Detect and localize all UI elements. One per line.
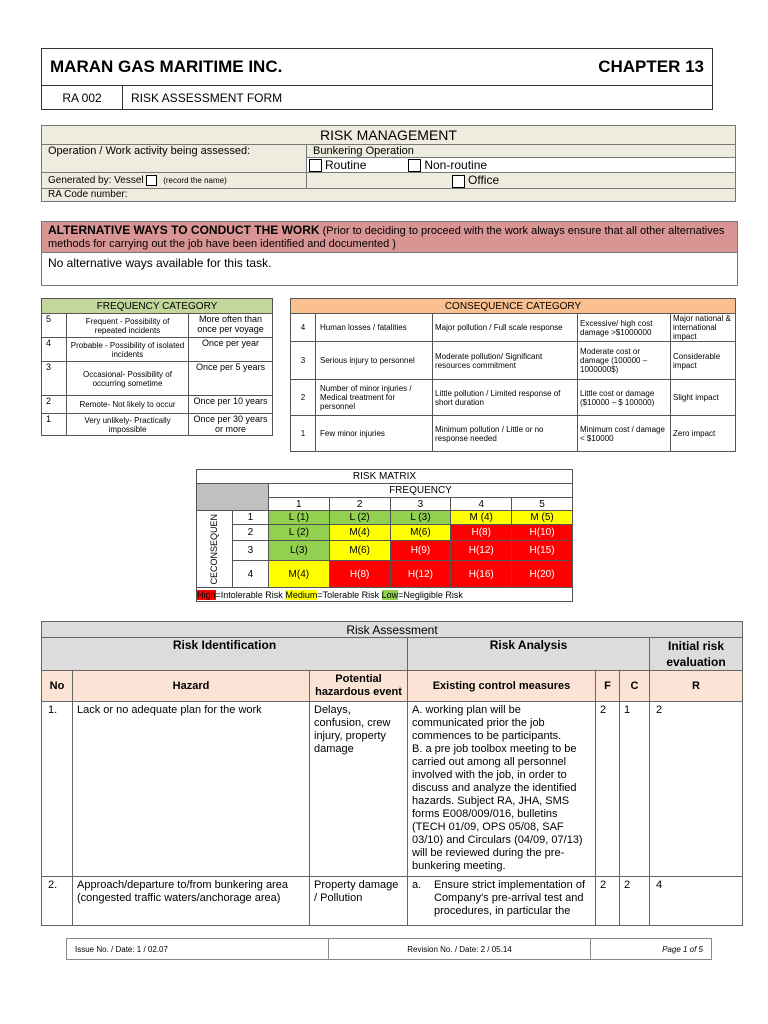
frequency-rate: Once per year — [189, 338, 273, 362]
row-1-f: 2 — [596, 702, 620, 877]
generated-by-cell — [42, 173, 307, 188]
consequence-people: Few minor injuries — [316, 416, 433, 452]
company-name: MARAN GAS MARITIME INC. — [42, 49, 464, 86]
matrix-row — [197, 511, 573, 525]
consequence-people: Serious injury to personnel — [316, 342, 433, 380]
col-f: F — [596, 671, 620, 702]
matrix-cell: H(9) — [390, 541, 451, 561]
routine-options — [307, 158, 736, 173]
row-2-r: 4 — [650, 877, 743, 926]
consequence-reputation: Considerable impact — [671, 342, 736, 380]
matrix-cell: H(20) — [512, 561, 573, 588]
row-1-event: Delays, confusion, crew injury, property damage — [310, 702, 408, 877]
consequence-environment: Minimum pollution / Little or no response needed — [433, 416, 578, 452]
consequence-axis-text: CECONSEQUEN — [209, 513, 220, 585]
generated-by-label: Generated by: Vessel — [48, 175, 144, 187]
row-2-controls-marker: a. — [412, 879, 422, 891]
form-code: RA 002 — [42, 86, 123, 110]
routine-label: Routine — [325, 158, 367, 172]
frequency-description: Remote- Not likely to occur — [67, 396, 189, 414]
frequency-level: 5 — [42, 314, 67, 338]
footer-issue: Issue No. / Date: 1 / 02.07 — [67, 939, 329, 960]
matrix-frequency-1: 1 — [268, 498, 329, 511]
office-checkbox[interactable] — [452, 175, 465, 188]
matrix-row — [197, 541, 573, 561]
consequence-row — [291, 416, 736, 452]
document-header — [41, 48, 713, 110]
non-routine-checkbox[interactable] — [408, 159, 421, 172]
risk-management-table — [41, 125, 736, 202]
matrix-frequency-4: 4 — [451, 498, 512, 511]
vessel-checkbox[interactable] — [146, 175, 157, 186]
legend-medium-text: =Tolerable Risk — [317, 589, 380, 600]
risk-analysis-header: Risk Analysis — [408, 638, 650, 671]
consequence-reputation: Slight impact — [671, 380, 736, 416]
consequence-row — [291, 380, 736, 416]
frequency-rate: Once per 5 years — [189, 362, 273, 396]
consequence-axis-label — [197, 511, 233, 588]
matrix-frequency-2: 2 — [329, 498, 390, 511]
risk-identification-header: Risk Identification — [42, 638, 408, 671]
consequence-level: 1 — [291, 416, 316, 452]
consequence-people: Number of minor injuries / Medical treatment for personnel — [316, 380, 433, 416]
alternative-ways-value: No alternative ways available for this task. — [42, 252, 737, 285]
frequency-category-title: FREQUENCY CATEGORY — [42, 299, 273, 314]
non-routine-label: Non-routine — [424, 158, 488, 172]
row-2-event: Property damage / Pollution — [310, 877, 408, 926]
consequence-row — [291, 342, 736, 380]
frequency-description: Probable - Possibility of isolated incidents — [67, 338, 189, 362]
consequence-environment: Major pollution / Full scale response — [433, 314, 578, 342]
consequence-reputation: Major national & international impact — [671, 314, 736, 342]
frequency-level: 4 — [42, 338, 67, 362]
consequence-people: Human losses / fatalities — [316, 314, 433, 342]
frequency-axis-label: FREQUENCY — [268, 484, 572, 498]
frequency-row — [42, 414, 273, 436]
footer-page: Page 1 of 5 — [591, 939, 712, 960]
matrix-cell: H(15) — [512, 541, 573, 561]
chapter-label: CHAPTER 13 — [464, 49, 713, 86]
frequency-level: 3 — [42, 362, 67, 396]
matrix-cell: M(4) — [268, 561, 329, 588]
matrix-consequence-level: 3 — [232, 541, 268, 561]
col-controls: Existing control measures — [408, 671, 596, 702]
consequence-row — [291, 314, 736, 342]
form-title: RISK ASSESSMENT FORM — [123, 86, 713, 110]
row-2-controls: Ensure strict implementation of Company's pre-arrival test and procedures, in particular the — [434, 879, 586, 917]
matrix-cell: H(12) — [390, 561, 451, 588]
consequence-cost: Excessive/ high cost damage >$1000000 — [578, 314, 671, 342]
alternative-ways-section — [41, 221, 738, 286]
risk-matrix-legend — [197, 588, 573, 602]
record-name-note: (record the name) — [163, 176, 227, 186]
consequence-environment: Little pollution / Limited response of short duration — [433, 380, 578, 416]
ra-code-label: RA Code number: — [42, 188, 736, 201]
col-no: No — [42, 671, 73, 702]
col-r: R — [650, 671, 743, 702]
risk-matrix — [196, 469, 573, 602]
col-event: Potential hazardous event — [310, 671, 408, 702]
frequency-description: Frequent - Possibility of repeated incidents — [67, 314, 189, 338]
alternative-ways-note: (Prior to deciding to proceed with the work always ensure that all other alternatives methods for carrying out the job have been identified and documented ) — [48, 225, 725, 250]
frequency-row — [42, 362, 273, 396]
matrix-cell: M(6) — [329, 541, 390, 561]
row-2-c: 2 — [620, 877, 650, 926]
office-label: Office — [468, 173, 500, 188]
matrix-cell: L (2) — [268, 525, 329, 541]
footer-revision: Revision No. / Date: 2 / 05.14 — [329, 939, 591, 960]
row-2-no: 2. — [42, 877, 73, 926]
matrix-cell: H(10) — [512, 525, 573, 541]
matrix-cell: L(3) — [268, 541, 329, 561]
legend-high: High — [197, 589, 216, 600]
frequency-level: 1 — [42, 414, 67, 436]
matrix-cell: L (3) — [390, 511, 451, 525]
alternative-ways-header — [42, 222, 737, 252]
matrix-consequence-level: 4 — [232, 561, 268, 588]
matrix-cell: M(6) — [390, 525, 451, 541]
matrix-cell: H(16) — [451, 561, 512, 588]
matrix-frequency-3: 3 — [390, 498, 451, 511]
operation-label: Operation / Work activity being assessed: — [42, 145, 307, 173]
operation-value: Bunkering Operation — [307, 145, 736, 158]
matrix-cell: H(12) — [451, 541, 512, 561]
frequency-description: Very unlikely- Practically impossible — [67, 414, 189, 436]
matrix-frequency-5: 5 — [512, 498, 573, 511]
matrix-cell: L (2) — [329, 511, 390, 525]
risk-assessment-table — [41, 621, 743, 926]
consequence-cost: Minimum cost / damage < $10000 — [578, 416, 671, 452]
col-c: C — [620, 671, 650, 702]
matrix-row — [197, 525, 573, 541]
office-cell — [307, 173, 736, 188]
matrix-cell: H(8) — [451, 525, 512, 541]
matrix-consequence-level: 2 — [232, 525, 268, 541]
row-1-c: 1 — [620, 702, 650, 877]
frequency-category-table — [41, 298, 273, 436]
matrix-cell: L (1) — [268, 511, 329, 525]
risk-management-title: RISK MANAGEMENT — [42, 126, 736, 145]
row-2-f: 2 — [596, 877, 620, 926]
consequence-level: 3 — [291, 342, 316, 380]
legend-low-text: =Negligible Risk — [398, 589, 463, 600]
consequence-category-title: CONSEQUENCE CATEGORY — [291, 299, 736, 314]
row-2-hazard: Approach/departure to/from bunkering area (congested traffic waters/anchorage area) — [73, 877, 310, 926]
consequence-environment: Moderate pollution/ Significant resources commitment — [433, 342, 578, 380]
frequency-row — [42, 338, 273, 362]
row-1-r: 2 — [650, 702, 743, 877]
page-footer — [66, 938, 712, 960]
frequency-row — [42, 396, 273, 414]
consequence-reputation: Zero impact — [671, 416, 736, 452]
consequence-level: 2 — [291, 380, 316, 416]
frequency-level: 2 — [42, 396, 67, 414]
legend-medium: Medium — [285, 589, 318, 600]
matrix-cell: H(8) — [329, 561, 390, 588]
frequency-rate: Once per 10 years — [189, 396, 273, 414]
row-1-hazard: Lack or no adequate plan for the work — [73, 702, 310, 877]
consequence-level: 4 — [291, 314, 316, 342]
consequence-cost: Little cost or damage ($10000 – $ 100000) — [578, 380, 671, 416]
frequency-description: Occasional- Possibility of occurring sometime — [67, 362, 189, 396]
consequence-cost: Moderate cost or damage (100000 –1000000$) — [578, 342, 671, 380]
frequency-row — [42, 314, 273, 338]
frequency-rate: Once per 30 years or more — [189, 414, 273, 436]
risk-matrix-title: RISK MATRIX — [197, 470, 573, 484]
consequence-category-table — [290, 298, 736, 452]
matrix-row — [197, 561, 573, 588]
initial-risk-header: Initial risk evaluation — [650, 638, 743, 671]
matrix-cell: M (4) — [451, 511, 512, 525]
legend-high-text: =Intolerable Risk — [215, 589, 283, 600]
row-1-controls: A. working plan will be communicated prior the job commences to be participants. B. a pre job toolbox meeting to be carried out among all personnel involved with the job, in order to discuss and analyze the identified hazards. Subject RA, JHA, SMS forms E008/009/016, bulletins (TECH 01/09, OPS 05/08, SAF 03/10) and Circulars (04/09, 07/13) will be reviewed during the pre-bunkering meeting. — [408, 702, 596, 877]
risk-assessment-title: Risk Assessment — [42, 622, 743, 638]
frequency-rate: More often than once per voyage — [189, 314, 273, 338]
matrix-cell: M(4) — [329, 525, 390, 541]
matrix-consequence-level: 1 — [232, 511, 268, 525]
col-hazard: Hazard — [73, 671, 310, 702]
legend-low: Low — [381, 589, 399, 600]
routine-checkbox[interactable] — [309, 159, 322, 172]
matrix-cell: M (5) — [512, 511, 573, 525]
row-1-no: 1. — [42, 702, 73, 877]
row-2-controls-cell — [408, 877, 596, 926]
alternative-ways-title: ALTERNATIVE WAYS TO CONDUCT THE WORK — [48, 223, 320, 237]
